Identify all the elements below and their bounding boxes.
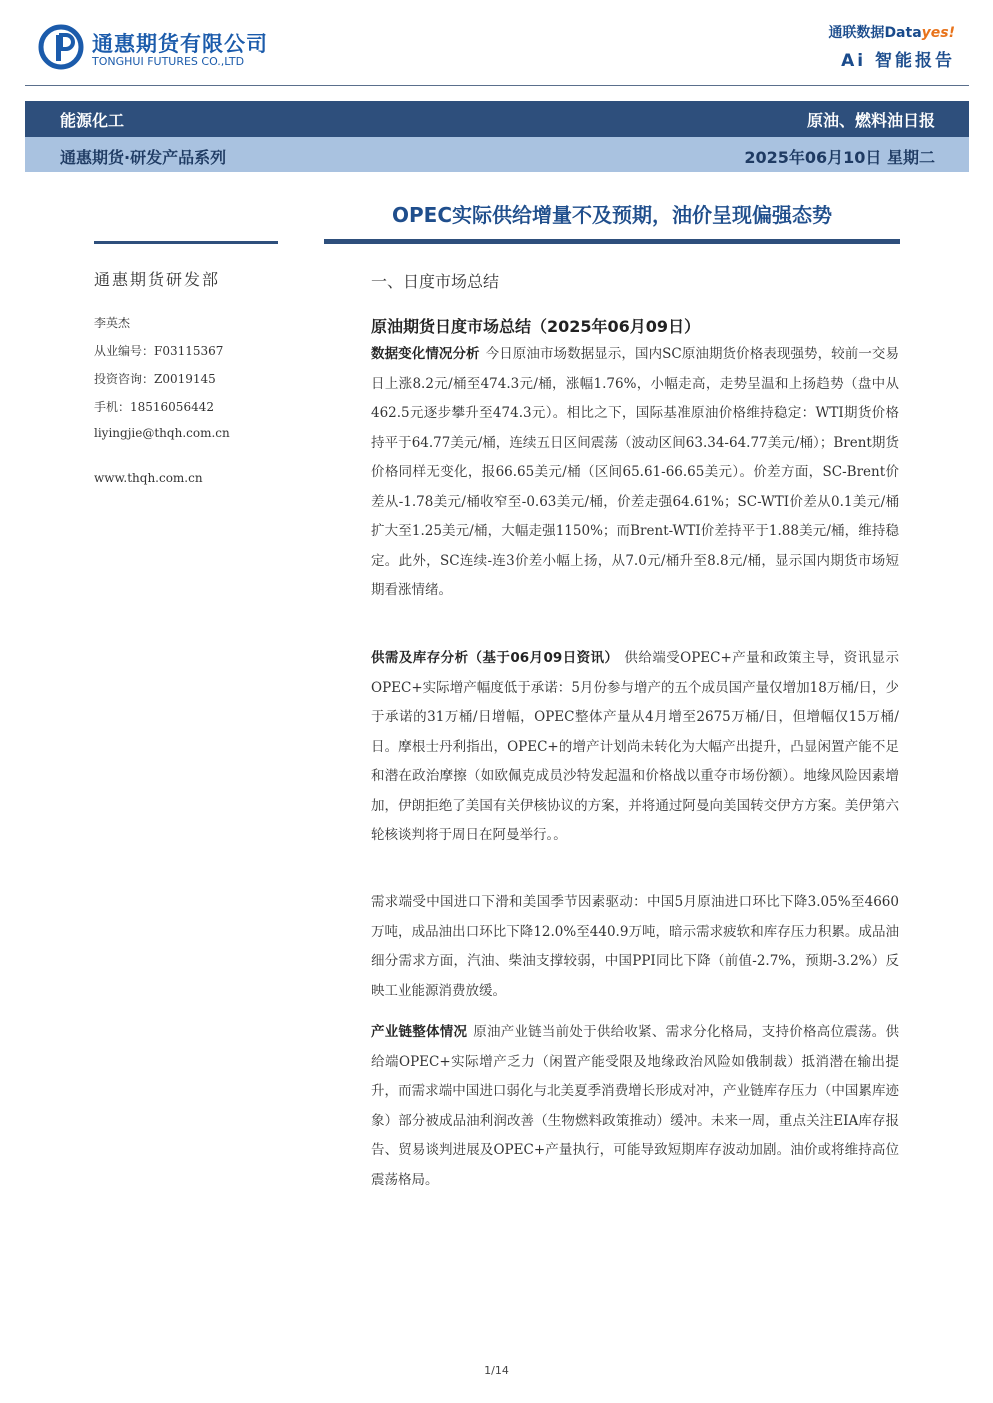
report-date: 2025年06月10日 星期二 bbox=[744, 148, 935, 167]
report-title: OPEC实际供给增量不及预期，油价呈现偏强态势 bbox=[392, 203, 832, 227]
ai-report-label: Ai 智能报告 bbox=[841, 51, 955, 71]
analyst-phone: 手机：18516056442 bbox=[94, 400, 214, 414]
title-divider bbox=[324, 239, 900, 244]
paragraph-text: 原油产业链当前处于供给收紧、需求分化格局，支持价格高位震荡。供给端OPEC+实际增产乏力（闲置产能受限及地缘政治风险如俄制裁）抵消潜在输出提升，而需求端中国进口弱化与北美夏季消费增长形成对冲，产业链库存压力（中国累库迹象）部分被成品油利润改善（生物燃料政策推动）缓冲。未来一周，重点关注EIA库存报告、贸易谈判进展及OPEC+产量执行，可能导致短期库存波动加剧。油价或将维持高位震荡格局。 bbox=[371, 1024, 899, 1188]
series-label: 通惠期货·研发产品系列 bbox=[60, 148, 227, 167]
paragraph-supply-demand bbox=[371, 644, 899, 851]
section-heading: 一、日度市场总结 bbox=[371, 272, 500, 291]
analyst-email[interactable]: liyingjie@thqh.com.cn bbox=[94, 426, 230, 440]
header-divider bbox=[25, 85, 969, 86]
sidebar-divider bbox=[94, 241, 278, 244]
datayes-yes: yes! bbox=[921, 25, 955, 41]
paragraph-text: 需求端受中国进口下滑和美国季节因素驱动：中国5月原油进口环比下降3.05%至4660万吨，成品油出口环比下降12.0%至440.9万吨，暗示需求疲软和库存压力积累。成品油细分需求方面，汽油、柴油支撑较弱，中国PPI同比下降（前值-2.7%，预期-3.2%）反映工业能源消费放缓。 bbox=[371, 894, 899, 999]
datayes-cn: 通联数据 bbox=[828, 25, 885, 41]
company-name-en: TONGHUI FUTURES CO.,LTD bbox=[92, 55, 245, 68]
paragraph-lead: 供需及库存分析（基于06月09日资讯） bbox=[371, 650, 619, 666]
category-label: 能源化工 bbox=[60, 111, 125, 130]
paragraph-lead: 数据变化情况分析 bbox=[371, 346, 480, 362]
analyst-name: 李英杰 bbox=[94, 316, 131, 330]
paragraph-lead: 产业链整体情况 bbox=[371, 1024, 468, 1040]
company-website[interactable]: www.thqh.com.cn bbox=[94, 471, 203, 485]
datayes-logo bbox=[828, 22, 955, 42]
analyst-consult-id: 投资咨询：Z0019145 bbox=[94, 372, 216, 386]
paragraph-industry-chain bbox=[371, 1018, 899, 1195]
paragraph-demand bbox=[371, 888, 899, 1006]
datayes-data: Data bbox=[884, 25, 922, 41]
sidebar-department: 通惠期货研发部 bbox=[94, 270, 221, 289]
report-type-label: 原油、燃料油日报 bbox=[806, 111, 935, 130]
company-name-cn: 通惠期货有限公司 bbox=[92, 32, 268, 56]
analyst-license: 从业编号：F03115367 bbox=[94, 344, 224, 358]
paragraph-text: 今日原油市场数据显示，国内SC原油期货价格表现强势，较前一交易日上涨8.2元/桶至474.3元/桶，涨幅1.76%，小幅走高，走势呈温和上扬趋势（盘中从462.5元逐步攀升至474.3元）。相比之下，国际基准原油价格维持稳定：WTI期货价格持平于64.77美元/桶，连续五日区间震荡（波动区间63.34-64.77美元/桶）；Brent期货价格同样无变化，报66.65美元/桶（区间65.61-66.65美元）。价差方面，SC-Brent价差从-1.78美元/桶收窄至-0.63美元/桶，价差走强64.61%；SC-WTI价差从0.1美元/桶扩大至1.25美元/桶，大幅走强1150%；而Brent-WTI价差持平于1.88美元/桶，维持稳定。此外，SC连续-连3价差小幅上扬，从7.0元/桶升至8.8元/桶，显示国内期货市场短期看涨情绪。 bbox=[371, 346, 900, 598]
company-logo-icon bbox=[38, 24, 84, 70]
sub-heading: 原油期货日度市场总结（2025年06月09日） bbox=[371, 317, 701, 336]
page-number: 1/14 bbox=[484, 1364, 509, 1377]
paragraph-data-analysis bbox=[371, 340, 899, 606]
paragraph-text: 供给端受OPEC+产量和政策主导，资讯显示OPEC+实际增产幅度低于承诺：5月份参与增产的五个成员国产量仅增加18万桶/日，少于承诺的31万桶/日增幅，OPEC整体产量从4月增至2675万桶/日，但增幅仅15万桶/日。摩根士丹利指出，OPEC+的增产计划尚未转化为大幅产出提升，凸显闲置产能不足和潜在政治摩擦（如欧佩克成员沙特发起温和价格战以重夺市场份额）。地缘风险因素增加，伊朗拒绝了美国有关伊核协议的方案，并将通过阿曼向美国转交伊方方案。美伊第六轮核谈判将于周日在阿曼举行。。 bbox=[371, 650, 899, 843]
